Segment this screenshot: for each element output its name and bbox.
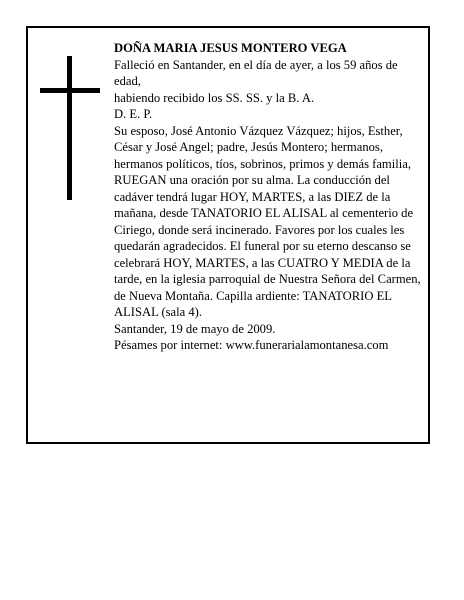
notice-text	[114, 40, 424, 354]
rip-line: D. E. P.	[114, 107, 153, 121]
obituary-notice	[26, 26, 430, 444]
cross-horizontal-bar	[40, 88, 100, 93]
latin-cross-icon	[40, 56, 100, 200]
death-statement: Falleció en Santander, en el día de ayer, a los 59 años de edad,	[114, 57, 398, 88]
cross-vertical-bar	[67, 56, 72, 200]
deceased-name: DOÑA MARIA JESUS MONTERO VEGA	[114, 41, 347, 55]
sacraments-statement: habiendo recibido los SS. SS. y la B. A.	[114, 90, 315, 105]
place-date: Santander, 19 de mayo de 2009.	[114, 321, 276, 336]
funeral-details: RUEGAN una oración por su alma. La conducción del cadáver tendrá lugar HOY, MARTES, a las DIEZ de la mañana, desde TANATORIO EL ALISAL al cementerio de Ciriego, donde será incinerado. Favores por los cuales les quedarán agradecidos. El funeral por su eterno descanso se celebrará HOY, MARTES, a las CUATRO Y MEDIA de la tarde, en la iglesia parroquial de Nuestra Señora del Carmen, de Nueva Montaña. Capilla ardiente: TANATORIO EL ALISAL (sala 4).	[114, 173, 421, 319]
condolences-web: Pésames por internet: www.funerarialamontanesa.com	[114, 338, 389, 352]
family-list: Su esposo, José Antonio Vázquez Vázquez; hijos, Esther, César y José Angel; padre, Jesús Montero; hermanos, hermanos políticos, tíos, sobrinos, primos y demás familia,	[114, 123, 411, 171]
